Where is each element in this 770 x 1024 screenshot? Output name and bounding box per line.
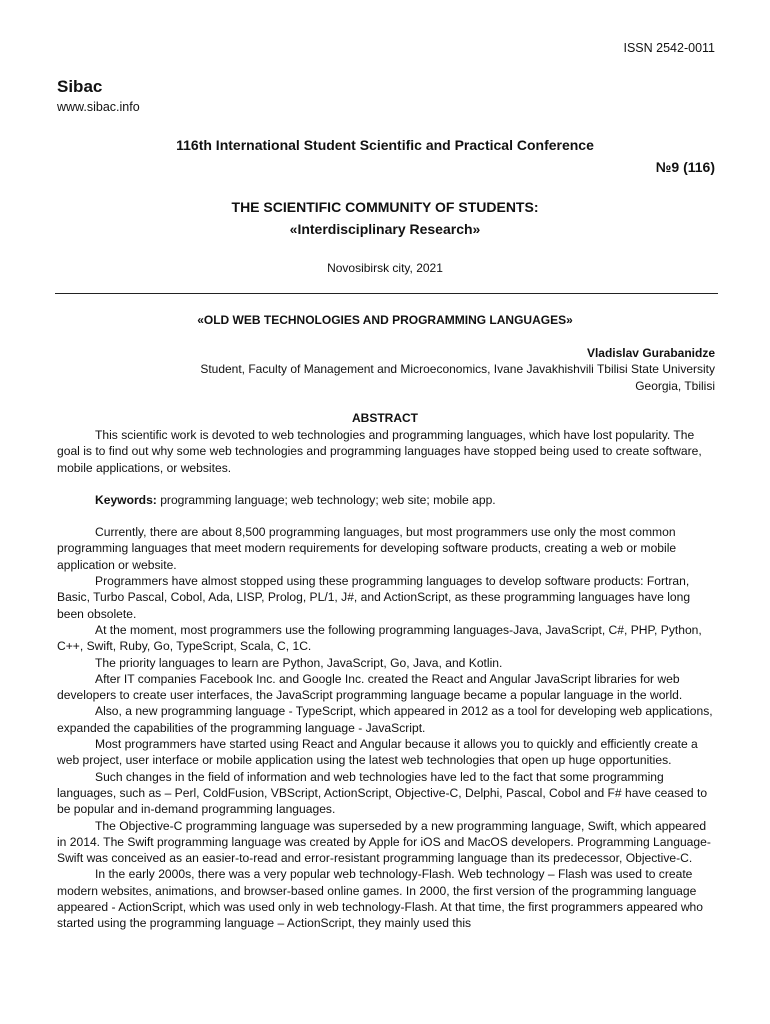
body-paragraph: The Objective-C programming language was superseded by a new programming language, Swift, which appeared in 2014. The Swift programming language was created by Apple for iOS and MacOS developers. Programming Language-Swift was conceived as an easier-to-read and error-resistant programming language than its predecessor, Objective-C. <box>57 818 711 866</box>
publication-city: Novosibirsk city, 2021 <box>327 261 443 275</box>
keywords <box>57 492 717 508</box>
author-location: Georgia, Tbilisi <box>635 379 715 393</box>
author-affiliation: Student, Faculty of Management and Microeconomics, Ivane Javakhishvili Tbilisi State University <box>200 362 715 376</box>
header-divider <box>55 293 718 294</box>
body-paragraph: Currently, there are about 8,500 programming languages, but most programmers use only the most common programming languages that meet modern requirements for developing software products, creating a web or mobile application or website. <box>57 525 677 572</box>
body-paragraph: Such changes in the field of information and web technologies have led to the fact that some programming languages, such as – Perl, ColdFusion, VBScript, ActionScript, Objective-C, Delphi, Pascal, Cobol and F# have ceased to be popular and in-demand programming languages. <box>57 769 708 817</box>
collection-subtitle: «Interdisciplinary Research» <box>289 221 481 237</box>
article-body <box>57 427 717 932</box>
issn-number: ISSN 2542-0011 <box>623 41 715 55</box>
author-name: Vladislav Gurabanidze <box>586 346 715 360</box>
collection-title: THE SCIENTIFIC COMMUNITY OF STUDENTS: <box>231 199 539 215</box>
body-paragraph: After IT companies Facebook Inc. and Google Inc. created the React and Angular JavaScript libraries for web developers to create user interfaces, the JavaScript programming language became a popular language in the world. <box>57 671 683 703</box>
abstract-text: This scientific work is devoted to web technologies and programming languages, which have lost popularity. The goal is to find out why some web technologies and programming languages have stopped being used to create software, mobile applications, or websites. <box>57 428 702 475</box>
body-paragraph: In the early 2000s, there was a very popular web technology-Flash. Web technology – Flash was used to create modern websites, animations, and browser-based online games. In 2000, the first version of the programming language appeared - ActionScript, which was used only in web technology-Flash. At that time, the first programmers appeared who started using the programming language – ActionScript, they mainly used this <box>57 867 703 931</box>
abstract-heading: ABSTRACT <box>352 411 418 425</box>
body-paragraph: Programmers have almost stopped using these programming languages to develop software products: Fortran, Basic, Turbo Pascal, Cobol, Ada, LISP, Prolog, PL/1, J#, and ActionScript, as these programming languages have long been obsolete. <box>57 574 691 621</box>
website-link[interactable]: www.sibac.info <box>57 100 140 114</box>
issue-number: №9 (116) <box>655 159 715 175</box>
body-paragraph: Most programmers have started using React and Angular because it allows you to quickly and efficiently create a web project, user interface or mobile application using the latest web technologies that open up huge opportunities. <box>57 737 698 768</box>
keywords-text: programming language; web technology; web site; mobile app. <box>156 492 496 507</box>
body-paragraph: The priority languages to learn are Python, JavaScript, Go, Java, and Kotlin. <box>95 655 503 670</box>
article-title: «OLD WEB TECHNOLOGIES AND PROGRAMMING LANGUAGES» <box>197 313 573 327</box>
keywords-label: Keywords: <box>95 492 157 507</box>
body-paragraph: At the moment, most programmers use the following programming languages-Java, JavaScript, C#, PHP, Python, C++, Swift, Ruby, Go, TypeScript, Scala, C, 1C. <box>57 622 702 654</box>
brand-name: Sibac <box>57 77 103 96</box>
body-paragraph: Also, a new programming language - TypeScript, which appeared in 2012 as a tool for developing web applications, expanded the capabilities of the programming language - JavaScript. <box>57 704 713 735</box>
conference-title: 116th International Student Scientific and Practical Conference <box>176 137 594 153</box>
